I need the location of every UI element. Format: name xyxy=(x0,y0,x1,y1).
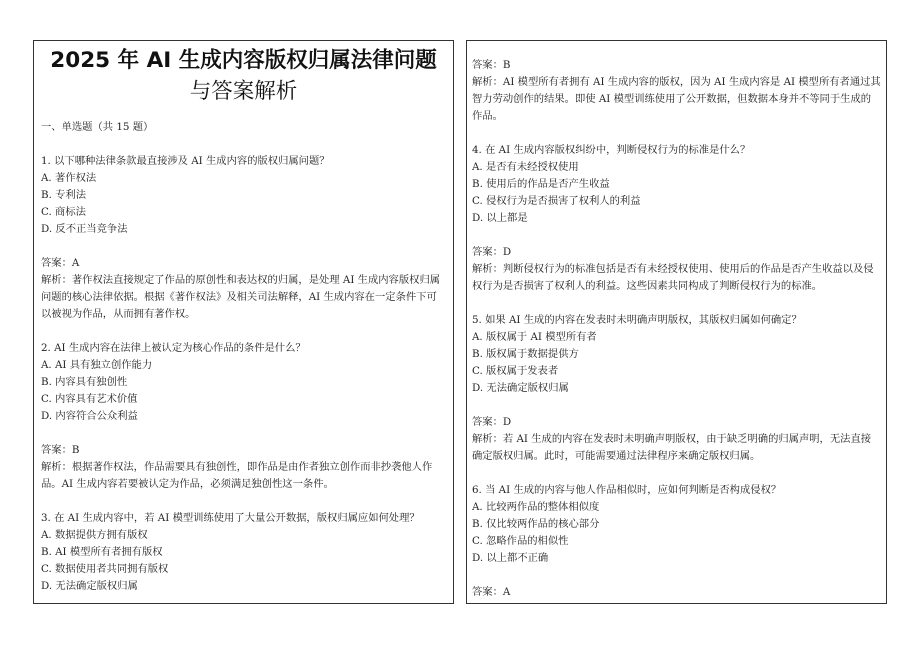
option: A. 比较两作品的整体相似度 xyxy=(472,501,600,513)
question-stem: 4. 在 AI 生成内容版权纠纷中，判断侵权行为的标准是什么？ xyxy=(472,144,751,156)
option: A. 著作权法 xyxy=(41,172,97,184)
option: B. 专利法 xyxy=(41,189,87,201)
question-stem: 3. 在 AI 生成内容中，若 AI 模型训练使用了大量公开数据，版权归属应如何处理？ xyxy=(41,512,420,524)
analysis: 解析：判断侵权行为的标准包括是否有未经授权使用、使用后的作品是否产生收益以及侵权行为是否损害了权利人的利益。这些因素共同构成了判断侵权行为的标准。 xyxy=(472,263,874,292)
option: B. 内容具有独创性 xyxy=(41,376,128,388)
option: C. 商标法 xyxy=(41,206,86,218)
option: C. 忽略作品的相似性 xyxy=(472,535,569,547)
question-stem: 1. 以下哪种法律条款最直接涉及 AI 生成内容的版权归属问题？ xyxy=(41,155,330,167)
document-title xyxy=(41,45,446,107)
answer: 答案：D xyxy=(472,246,512,258)
answer: 答案：D xyxy=(472,416,512,428)
option: C. 侵权行为是否损害了权利人的利益 xyxy=(472,195,641,207)
question-2 xyxy=(41,340,446,510)
analysis: 解析：若 AI 生成的内容在发表时未明确声明版权，由于缺乏明确的归属声明，无法直接确定版权归属。此时，可能需要通过法律程序来确定版权归属。 xyxy=(472,433,872,462)
option: C. 版权属于发表者 xyxy=(472,365,559,377)
option: D. 以上都不正确 xyxy=(472,552,549,564)
option: B. AI 模型所有者拥有版权 xyxy=(41,546,163,558)
right-page xyxy=(466,40,887,604)
question-3-answer xyxy=(472,57,881,142)
option: D. 无法确定版权归属 xyxy=(472,382,569,394)
title-line-1: 2025 年 AI 生成内容版权归属法律问题 xyxy=(50,48,437,73)
analysis: 解析：AI 模型所有者拥有 AI 生成内容的版权，因为 AI 生成内容是 AI 模型所有者通过其智力劳动创作的结果。即使 AI 模型训练使用了公开数据，但数据本身并不等同于生成的作品。 xyxy=(472,76,881,122)
analysis: 解析：著作权法直接规定了作品的原创性和表达权的归属，是处理 AI 生成内容版权归属问题的核心法律依据。根据《著作权法》及相关司法解释，AI 生成内容在一定条件下可以被视为作品，从而拥有著作权。 xyxy=(41,274,441,320)
option: A. 版权属于 AI 模型所有者 xyxy=(472,331,597,343)
analysis: 解析：根据著作权法，作品需要具有独创性，即作品是由作者独立创作而非抄袭他人作品。AI 生成内容若要被认定为作品，必须满足独创性这一条件。 xyxy=(41,461,433,490)
answer: 答案：B xyxy=(472,59,511,71)
option: A. 数据提供方拥有版权 xyxy=(41,529,148,541)
question-stem: 6. 当 AI 生成的内容与他人作品相似时，应如何判断是否构成侵权？ xyxy=(472,484,782,496)
question-4 xyxy=(472,142,881,312)
option: D. 以上都是 xyxy=(472,212,528,224)
answer: 答案：A xyxy=(472,586,511,598)
option: D. 反不正当竞争法 xyxy=(41,223,128,235)
question-stem: 2. AI 生成内容在法律上被认定为核心作品的条件是什么？ xyxy=(41,342,306,354)
option: D. 内容符合公众利益 xyxy=(41,410,138,422)
option: B. 使用后的作品是否产生收益 xyxy=(472,178,610,190)
question-5 xyxy=(472,312,881,482)
question-stem: 5. 如果 AI 生成的内容在发表时未明确声明版权，其版权归属如何确定？ xyxy=(472,314,802,326)
question-6 xyxy=(472,482,881,601)
option: A. 是否有未经授权使用 xyxy=(472,161,579,173)
option: B. 版权属于数据提供方 xyxy=(472,348,579,360)
option: A. AI 具有独立创作能力 xyxy=(41,359,153,371)
left-page xyxy=(33,40,454,604)
question-1 xyxy=(41,153,446,340)
option: D. 无法确定版权归属 xyxy=(41,580,138,592)
option: C. 数据使用者共同拥有版权 xyxy=(41,563,169,575)
answer: 答案：A xyxy=(41,257,80,269)
section-heading: 一、单选题（共 15 题） xyxy=(41,121,154,133)
answer: 答案：B xyxy=(41,444,80,456)
question-3 xyxy=(41,510,446,595)
title-line-2: 与答案解析 xyxy=(189,79,298,104)
option: C. 内容具有艺术价值 xyxy=(41,393,138,405)
option: B. 仅比较两作品的核心部分 xyxy=(472,518,600,530)
